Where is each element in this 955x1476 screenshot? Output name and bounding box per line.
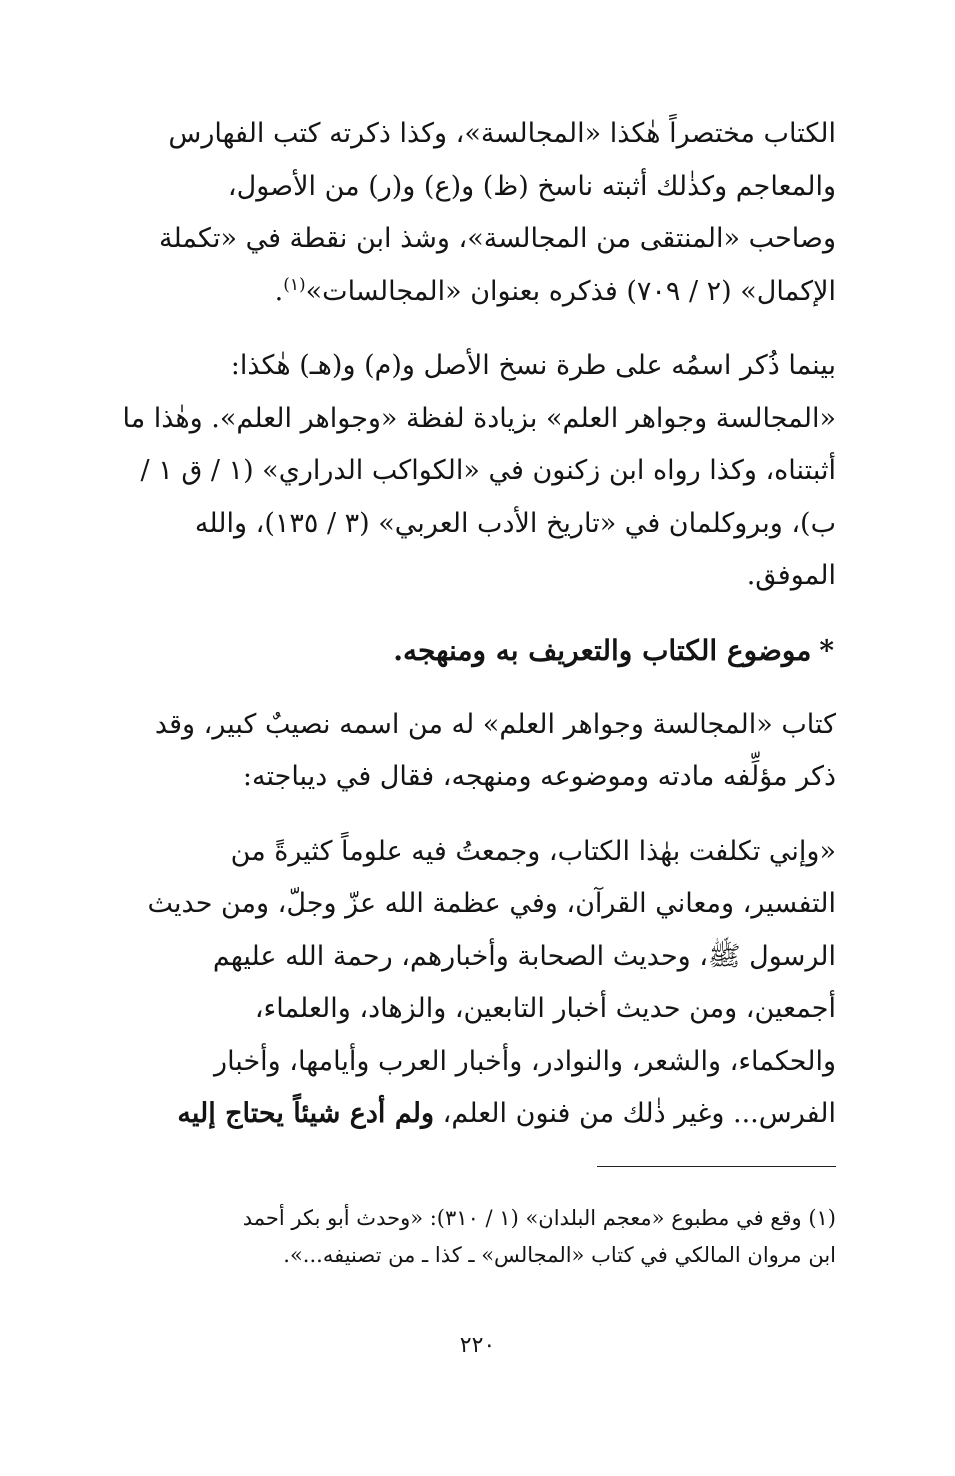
- paragraph-book-description: [108, 699, 836, 804]
- text-line: «وإني تكلفت بهٰذا الكتاب، وجمعتُ فيه علوماً كثيرةً من: [230, 835, 836, 867]
- text-line: كتاب «المجالسة وجواهر العلم» له من اسمه نصيبٌ كبير، وقد: [154, 708, 836, 740]
- text-line: وصاحب «المنتقى من المجالسة»، وشذ ابن نقطة في «تكملة: [159, 223, 836, 254]
- footnote-reference[interactable]: (١): [283, 274, 306, 295]
- text-run: الفرس... وغير ذٰلك من فنون العلم،: [434, 1098, 836, 1129]
- footnote-divider: [597, 1166, 836, 1167]
- text-line: «المجالسة وجواهر العلم» بزيادة لفظة «وجواهر العلم». وهٰذا ما: [122, 402, 836, 434]
- paragraph-title-variants: [108, 108, 836, 318]
- page-number: ٢٢٠: [459, 1333, 496, 1358]
- paragraph-author-quote: [108, 826, 836, 1141]
- section-heading: [108, 625, 836, 677]
- text-line: والحكماء، والشعر، والنوادر، وأخبار العرب وأيامها، وأخبار: [214, 1045, 836, 1077]
- asterisk-marker: *: [819, 633, 834, 667]
- sentence-end: .: [274, 275, 284, 307]
- text-line: التفسير، ومعاني القرآن، وفي عظمة الله عزّ وجلّ، ومن حديث: [147, 888, 836, 919]
- text-line-with-footnote: [108, 266, 836, 319]
- text-line: والمعاجم وكذٰلك أثبته ناسخ (ظ) و(ع) و(ر) من الأصول،: [227, 170, 836, 202]
- text-line-mixed: [108, 1088, 836, 1141]
- footnotes: [108, 1200, 836, 1274]
- bold-text-run: ولم أدع شيئاً يحتاج إليه: [177, 1098, 435, 1129]
- page-body: [108, 108, 836, 1141]
- paragraph-title-on-manuscripts: [108, 340, 836, 603]
- section-heading-text: موضوع الكتاب والتعريف به ومنهجه.: [393, 633, 812, 667]
- text-line: الرسول ﷺ، وحديث الصحابة وأخبارهم، رحمة الله عليهم: [212, 940, 836, 972]
- footnote-line: (١) وقع في مطبوع «معجم البلدان» (١ / ٣١٠): «وحدث أبو بكر أحمد: [242, 1206, 836, 1230]
- text-line: ذكر مؤلِّفه مادته وموضوعه ومنهجه، فقال في ديباجته:: [242, 761, 836, 792]
- text-line: الإكمال» (٢ / ٧٠٩) فذكره بعنوان «المجالسات»: [305, 275, 836, 307]
- footnote-line: ابن مروان المالكي في كتاب «المجالس» ـ كذا ـ من تصنيفه...».: [283, 1243, 836, 1267]
- text-line: الموفق.: [746, 560, 836, 591]
- text-line: بينما ذُكر اسمُه على طرة نسخ الأصل و(م) و(هـ) هٰكذا:: [230, 350, 836, 381]
- text-line: ب)، وبروكلمان في «تاريخ الأدب العربي» (٣ / ١٣٥)، والله: [194, 507, 836, 539]
- text-line: أجمعين، ومن حديث أخبار التابعين، والزهاد، والعلماء،: [254, 993, 836, 1024]
- text-line: أثبتناه، وكذا رواه ابن زكنون في «الكواكب الدراري» (١ / ق ١ /: [140, 455, 836, 486]
- text-line: الكتاب مختصراً هٰكذا «المجالسة»، وكذا ذكرته كتب الفهارس: [168, 118, 836, 149]
